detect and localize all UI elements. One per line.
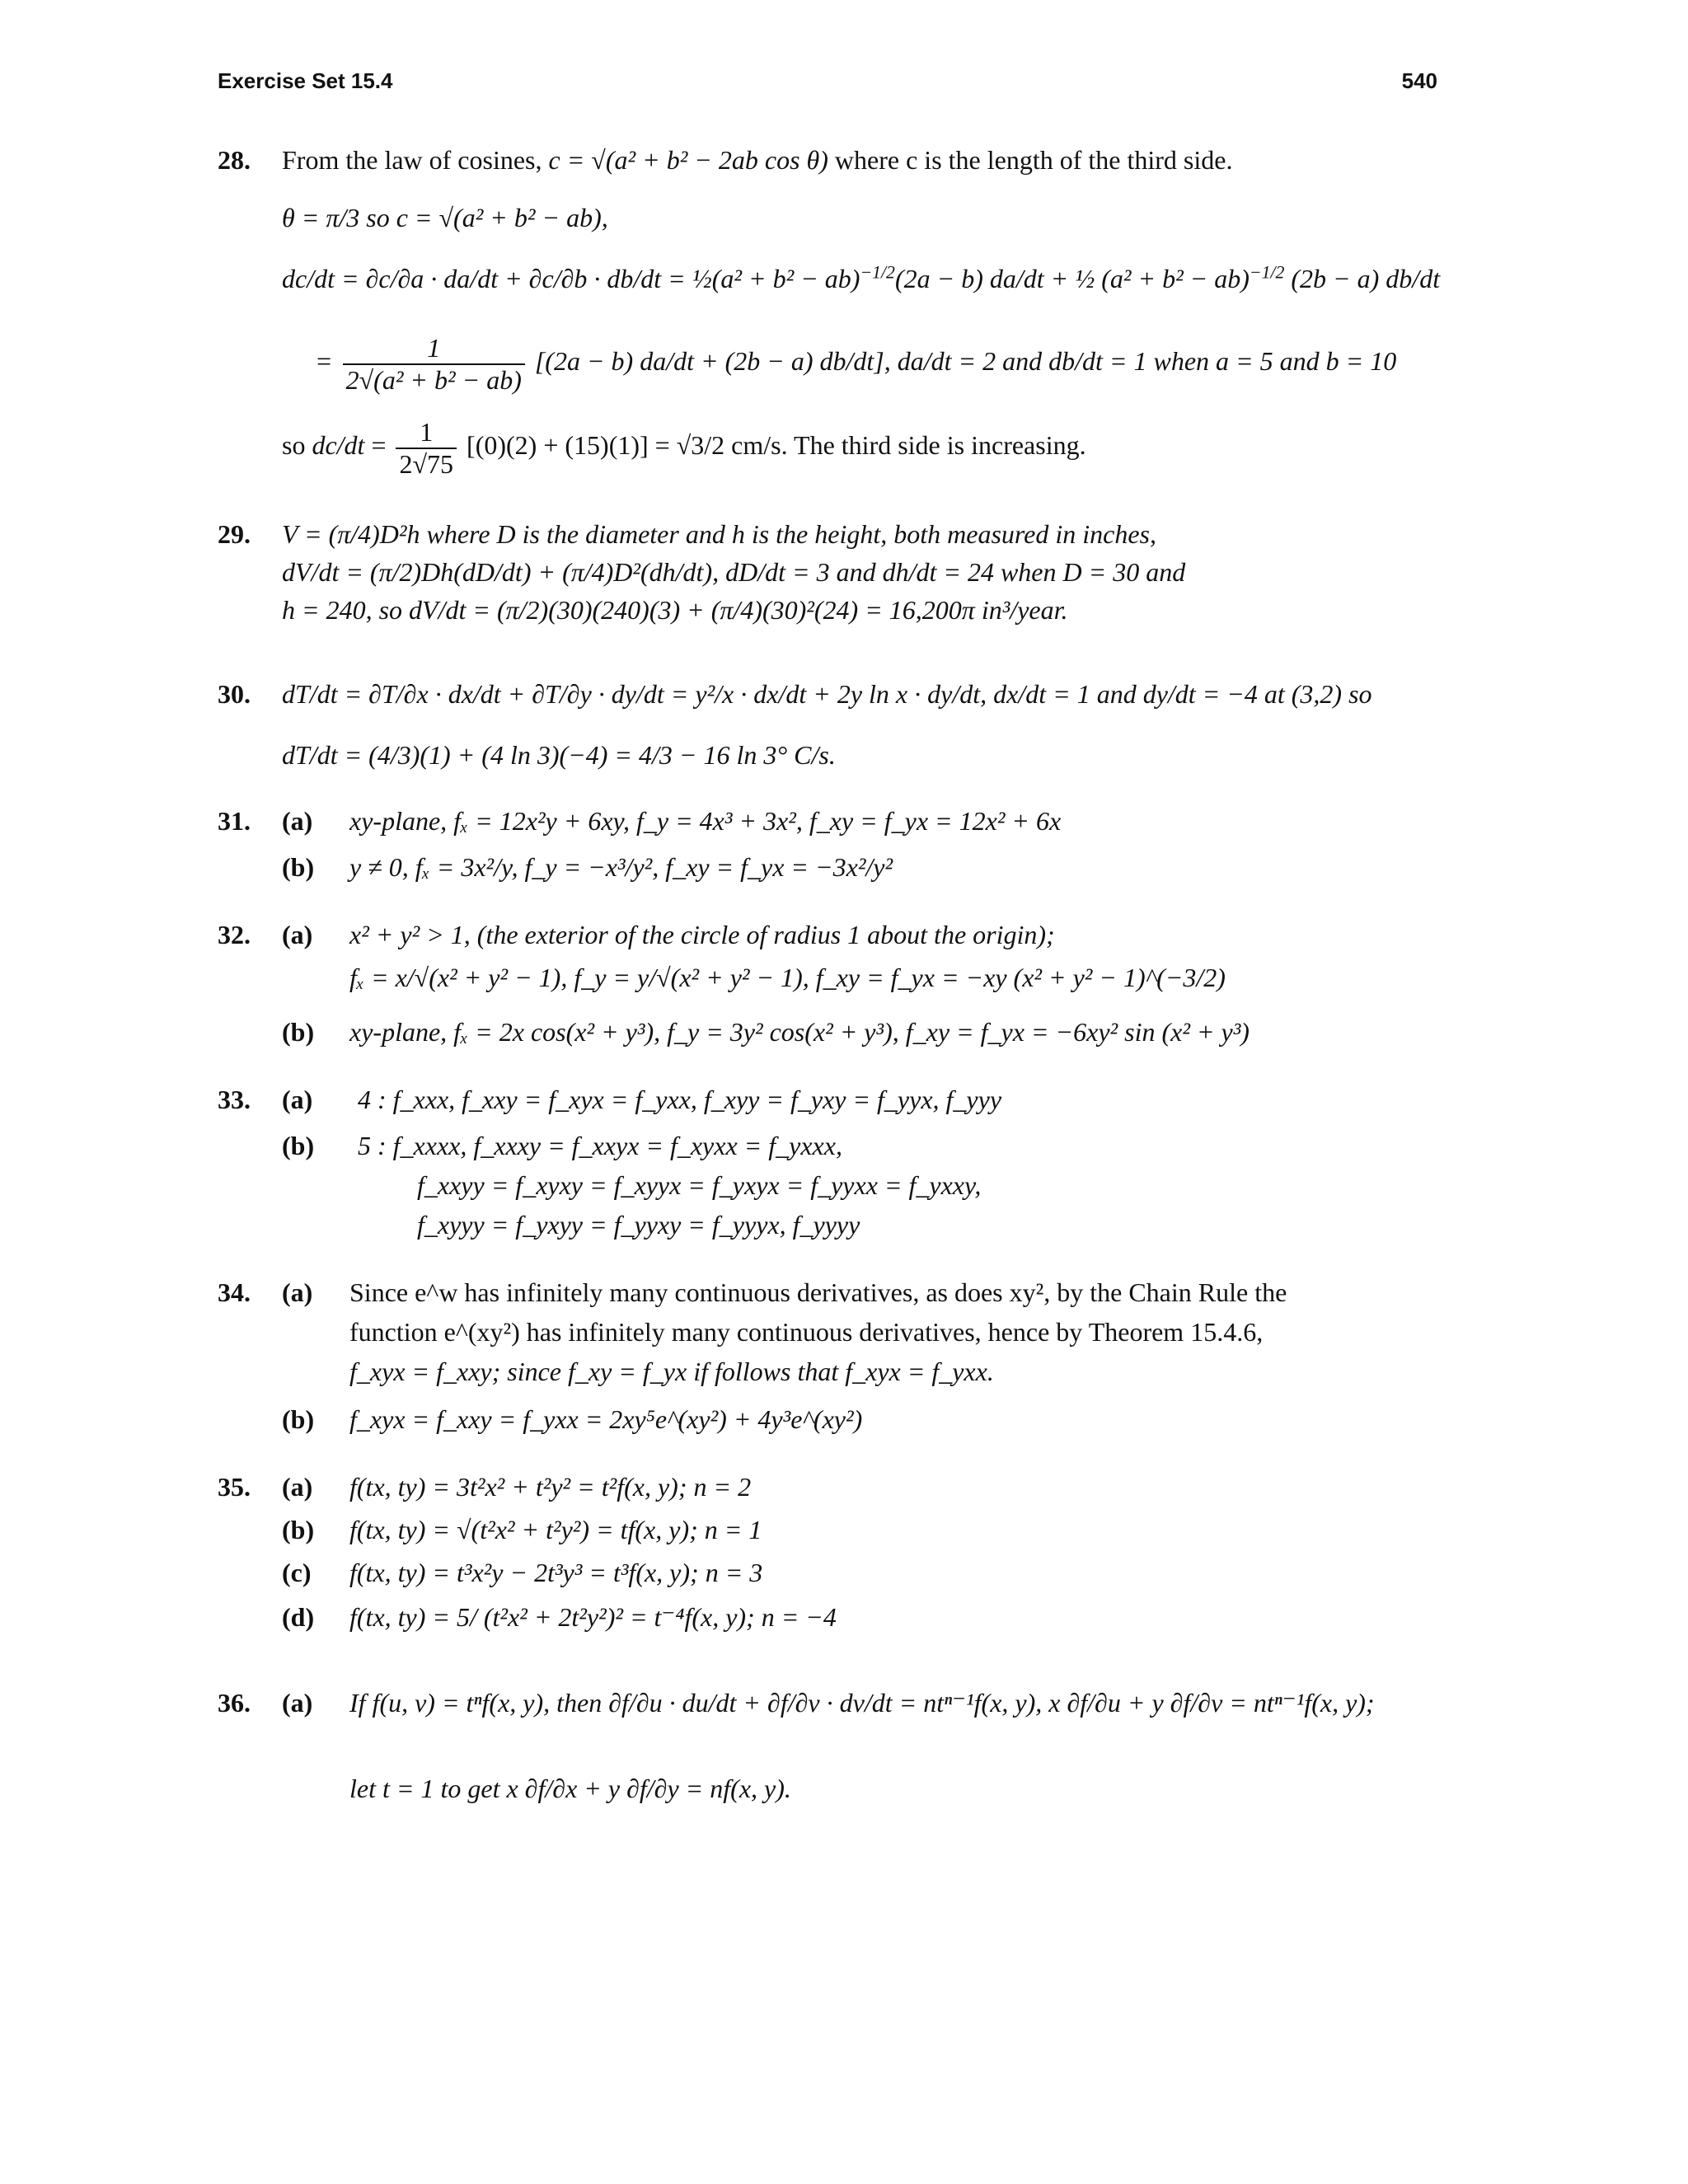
p33-part-b-text-3: f_xyyy = f_yxyy = f_yyxy = f_yyyx, f_yyyy — [417, 1210, 860, 1240]
p33-part-b-text-1: 5 : f_xxxx, f_xxxy = f_xxyx = f_xyxx = f_yxxx, — [358, 1131, 842, 1160]
p30-line-2: dT/dt = (4/3)(1) + (4 ln 3)(−4) = 4/3 − 16 ln 3° C/s. — [282, 740, 836, 770]
problem-30-number: 30. — [218, 679, 251, 709]
problem-34-number: 34. — [218, 1277, 251, 1307]
p33-part-b-text-2: f_xxyy = f_xyxy = f_xyyx = f_yxyx = f_yyxx = f_yxxy, — [417, 1170, 982, 1200]
p34-part-b-text: f_xyx = f_xxy = f_yxx = 2xy⁵e^(xy²) + 4y³e^(xy²) — [349, 1404, 863, 1434]
problem-31-number: 31. — [218, 806, 251, 836]
p34-part-a-text-2: function e^(xy²) has infinitely many continuous derivatives, hence by Theorem 15.4.6, — [349, 1317, 1264, 1347]
p28-fraction: $\frac{1}{\text{2√(a² + b² − ab)}}$ — [343, 333, 525, 396]
p33-part-a-label: (a) — [282, 1085, 313, 1114]
p34-part-a-text-1: Since e^w has infinitely many continuous derivatives, as does xy², by the Chain Rule the — [349, 1277, 1287, 1307]
page-number: 540 — [1401, 68, 1437, 93]
p35-part-d-label: (d) — [282, 1602, 315, 1632]
p36-part-a-label: (a) — [282, 1688, 313, 1718]
p29-line-3: h = 240, so dV/dt = (π/2)(30)(240)(3) + (π/4)(30)²(24) = 16,200π in³/year. — [282, 595, 1068, 625]
p32-part-a-text-1: x² + y² > 1, (the exterior of the circle of radius 1 about the origin); — [349, 920, 1055, 949]
p34-part-a-label: (a) — [282, 1277, 313, 1307]
p35-part-d-text: f(tx, ty) = 5/ (t²x² + 2t²y²)² = t⁻⁴f(x, y); n = −4 — [349, 1602, 837, 1632]
p35-part-c-label: (c) — [282, 1558, 312, 1587]
p31-part-b-label: (b) — [282, 852, 315, 882]
section-title: Exercise Set 15.4 — [218, 68, 393, 93]
p29-line-1: V = (π/4)D²h where D is the diameter and h is the height, both measured in inches, — [282, 519, 1156, 549]
p30-line-1: dT/dt = ∂T/∂x · dx/dt + ∂T/∂y · dy/dt = y²/x · dx/dt + 2y ln x · dy/dt, dx/dt = 1 and dy/dt = −4 at (3,2) so — [282, 679, 1372, 709]
p29-line-2: dV/dt = (π/2)Dh(dD/dt) + (π/4)D²(dh/dt), dD/dt = 3 and dh/dt = 24 when D = 30 and — [282, 557, 1186, 587]
problem-35-number: 35. — [218, 1472, 251, 1502]
p32-part-a-text-2: fₓ = x/√(x² + y² − 1), f_y = y/√(x² + y² − 1), f_xy = f_yx = −xy (x² + y² − 1)^(−3/2) — [349, 963, 1226, 992]
p35-part-a-text: f(tx, ty) = 3t²x² + t²y² = t²f(x, y); n = 2 — [349, 1472, 752, 1502]
problem-36-number: 36. — [218, 1688, 251, 1718]
p36-part-a-text-2: let t = 1 to get x ∂f/∂x + y ∂f/∂y = nf(x, y). — [349, 1774, 791, 1803]
p33-part-b-label: (b) — [282, 1131, 315, 1160]
problem-29-number: 29. — [218, 519, 251, 549]
problem-28-number: 28. — [218, 145, 251, 175]
p33-part-a-text: 4 : f_xxx, f_xxy = f_xyx = f_yxx, f_xyy = f_yxy = f_yyx, f_yyy — [358, 1085, 1002, 1114]
problem-33-number: 33. — [218, 1085, 251, 1114]
p28-line-2: θ = π/3 so c = √(a² + b² − ab), — [282, 203, 608, 232]
p32-part-b-text: xy-plane, fₓ = 2x cos(x² + y³), f_y = 3y² cos(x² + y³), f_xy = f_yx = −6xy² sin (x² + y³) — [349, 1017, 1250, 1047]
p28-line-5: so dc/dt = $\frac{1}{2√75}$ [(0)(2) + (15)(1)] = √3/2 cm/s. The third side is increasing. — [282, 417, 1086, 479]
p35-part-c-text: f(tx, ty) = t³x²y − 2t³y³ = t³f(x, y); n = 3 — [349, 1558, 763, 1587]
p35-part-b-text: f(tx, ty) = √(t²x² + t²y²) = tf(x, y); n = 1 — [349, 1515, 762, 1544]
p36-part-a-text-1: If f(u, v) = tⁿf(x, y), then ∂f/∂u · du/dt + ∂f/∂v · dv/dt = ntⁿ⁻¹f(x, y), x ∂f/∂u + y ∂f/∂v = ntⁿ⁻¹f(x, y); — [349, 1688, 1375, 1718]
p28-so-fraction: $\frac{1}{2√75}$ — [396, 417, 457, 480]
p34-part-b-label: (b) — [282, 1404, 315, 1434]
p28-line-4: = $\frac{1}{\text{2√(a² + b² − ab)}}$ [(2a − b) da/dt + (2b − a) db/dt], da/dt = 2 and db/dt = 1 when a = 5 and b = 10 — [315, 333, 1397, 395]
p31-part-a-text: xy-plane, fₓ = 12x²y + 6xy, f_y = 4x³ + 3x², f_xy = f_yx = 12x² + 6x — [349, 806, 1062, 836]
p35-part-a-label: (a) — [282, 1472, 313, 1502]
p31-part-a-label: (a) — [282, 806, 313, 836]
problem-32-number: 32. — [218, 920, 251, 949]
p31-part-b-text: y ≠ 0, fₓ = 3x²/y, f_y = −x³/y², f_xy = f_yx = −3x²/y² — [349, 852, 893, 882]
p28-line-3: dc/dt = ∂c/∂a · da/dt + ∂c/∂b · db/dt = ½(a² + b² − ab)$^{-1/2}$(2a − b) da/dt + ½ (a² + b² − ab)$^{-1/2}$ (2b − a) db/dt — [282, 262, 1441, 293]
p32-part-b-label: (b) — [282, 1017, 315, 1047]
p28-line-1: From the law of cosines, c = √(a² + b² − 2ab cos θ) where c is the length of the third side. — [282, 145, 1233, 175]
p35-part-b-label: (b) — [282, 1515, 315, 1544]
p34-part-a-text-3: f_xyx = f_xxy; since f_xy = f_yx if follows that f_xyx = f_yxx. — [349, 1357, 994, 1386]
p32-part-a-label: (a) — [282, 920, 313, 949]
